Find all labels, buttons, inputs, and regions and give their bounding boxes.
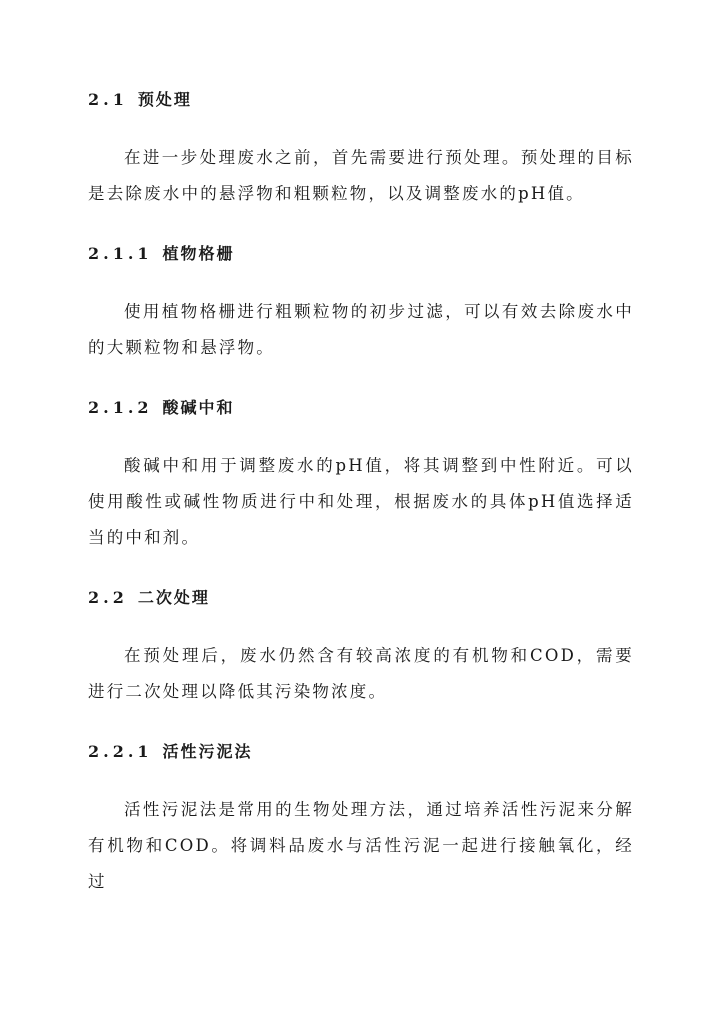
- section-number: 2.1.1: [88, 244, 153, 263]
- section-heading-2-2-1: [88, 740, 634, 764]
- section-number: 2.1.2: [88, 398, 153, 417]
- paragraph-activated-sludge: 活性污泥法是常用的生物处理方法，通过培养活性污泥来分解有机物和COD。将调料品废水与活性污泥一起进行接触氧化，经过: [88, 800, 634, 891]
- section-heading-2-1: [88, 88, 634, 112]
- section-heading-2-1-1: [88, 242, 634, 266]
- paragraph-pretreatment: 在进一步处理废水之前，首先需要进行预处理。预处理的目标是去除废水中的悬浮物和粗颗粒物，以及调整废水的pH值。: [88, 148, 634, 203]
- paragraph-plant-grid: 使用植物格栅进行粗颗粒物的初步过滤，可以有效去除废水中的大颗粒物和悬浮物。: [88, 302, 634, 357]
- section-number: 2.2.1: [88, 742, 153, 761]
- paragraph-secondary-treatment: 在预处理后，废水仍然含有较高浓度的有机物和COD，需要进行二次处理以降低其污染物浓度。: [88, 646, 634, 701]
- section-heading-2-1-2: [88, 396, 634, 420]
- section-title: 活性污泥法: [162, 742, 253, 761]
- section-title: 植物格栅: [162, 244, 235, 263]
- section-title: 二次处理: [137, 588, 210, 607]
- section-number: 2.1: [88, 90, 128, 109]
- section-title: 预处理: [137, 90, 192, 109]
- section-title: 酸碱中和: [162, 398, 235, 417]
- section-number: 2.2: [88, 588, 128, 607]
- paragraph-neutralization: 酸碱中和用于调整废水的pH值，将其调整到中性附近。可以使用酸性或碱性物质进行中和处理，根据废水的具体pH值选择适当的中和剂。: [88, 456, 634, 547]
- section-heading-2-2: [88, 586, 634, 610]
